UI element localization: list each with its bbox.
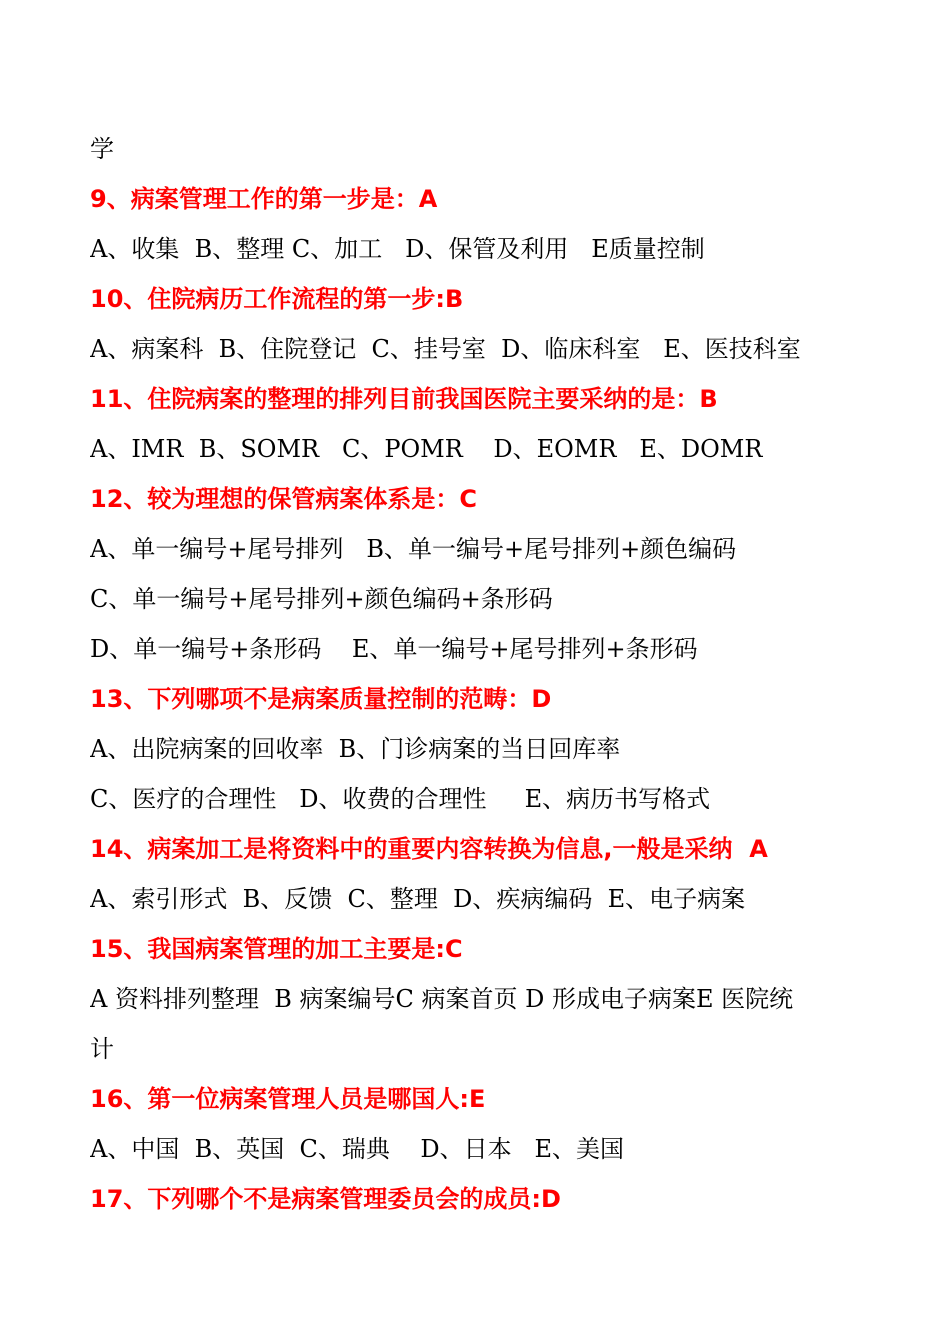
question-line: 15、我国病案管理的加工主要是:C [90, 935, 463, 963]
question-line: 9、病案管理工作的第一步是：A [90, 185, 438, 213]
options-line: C、医疗的合理性 D、收费的合理性 E、病历书写格式 [90, 785, 711, 813]
question-line: 11、住院病案的整理的排列目前我国医院主要采纳的是：B [90, 385, 718, 413]
question-line: 16、第一位病案管理人员是哪国人:E [90, 1085, 486, 1113]
options-line: A、单一编号+尾号排列 B、单一编号+尾号排列+颜色编码 [90, 535, 737, 563]
options-line: A、IMR B、SOMR C、POMR D、EOMR E、DOMR [90, 435, 763, 463]
question-line: 14、病案加工是将资料中的重要内容转换为信息,一般是采纳 A [90, 835, 768, 863]
question-line: 12、较为理想的保管病案体系是：C [90, 485, 478, 513]
question-line: 13、下列哪项不是病案质量控制的范畴：D [90, 685, 552, 713]
options-line: A、出院病案的回收率 B、门诊病案的当日回库率 [90, 735, 621, 763]
options-line: A 资料排列整理 B 病案编号C 病案首页 D 形成电子病案E 医院统 [90, 985, 794, 1013]
options-line: A、病案科 B、住院登记 C、挂号室 D、临床科室 E、医技科室 [90, 335, 801, 363]
options-line: A、索引形式 B、反馈 C、整理 D、疾病编码 E、电子病案 [90, 885, 746, 913]
options-line: 计 [90, 1035, 114, 1063]
text-line: 学 [90, 135, 114, 163]
document-content [90, 128, 870, 1228]
options-line: A、收集 B、整理 C、加工 D、保管及利用 E质量控制 [90, 235, 705, 263]
options-line: D、单一编号+条形码 E、单一编号+尾号排列+条形码 [90, 635, 698, 663]
question-line: 17、下列哪个不是病案管理委员会的成员:D [90, 1185, 561, 1213]
options-line: C、单一编号+尾号排列+颜色编码+条形码 [90, 585, 553, 613]
question-line: 10、住院病历工作流程的第一步:B [90, 285, 464, 313]
options-line: A、中国 B、英国 C、瑞典 D、日本 E、美国 [90, 1135, 625, 1163]
